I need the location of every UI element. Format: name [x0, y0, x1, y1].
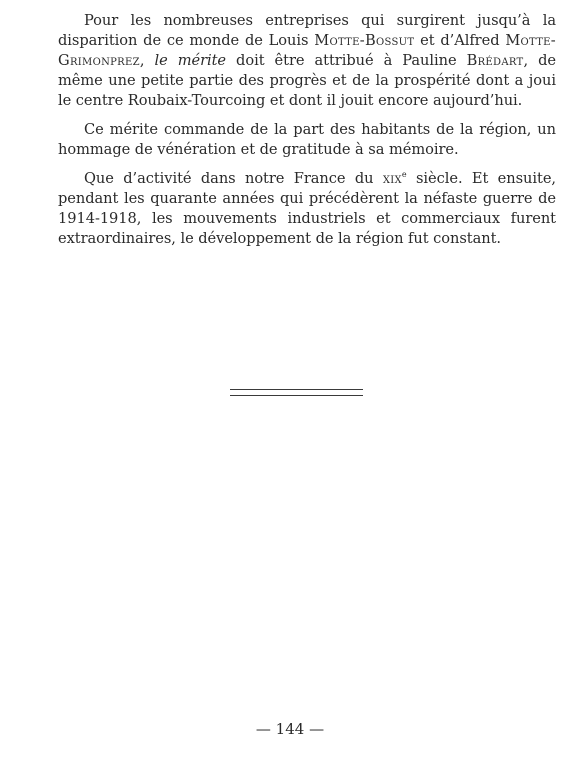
text-segment: Pour les nombreuses entreprises qui surgirent jusqu’à la disparition de ce monde de Louis: [58, 12, 556, 49]
paragraph-2: [58, 120, 556, 160]
name-bredart: Brédart: [466, 52, 524, 69]
name-motte-bossut: Motte-Bossut: [314, 32, 415, 49]
name-motte-grimonprez: Motte-Grimonprez: [58, 32, 557, 69]
text-segment: et d’Alfred: [414, 32, 506, 49]
paragraph-3: [58, 169, 556, 249]
text-segment: Que d’activité dans notre France du: [84, 170, 383, 187]
text-segment: siècle. Et ensuite, pendant les quarante années qui précédèrent la néfaste guerre de 1914-1918, les mouvements industriels et commerciaux furent extraordinaires, le développement de la région fut constant.: [58, 170, 557, 247]
century-numeral: xix: [382, 170, 402, 187]
body-text: [58, 11, 556, 258]
text-segment: , de même une petite partie des progrès et de la prospérité dont a joui le centre Roubaix-Tourcoing et dont il jouit encore aujourd’hui.: [58, 52, 556, 109]
section-divider: [230, 389, 363, 396]
paragraph-1: [58, 11, 556, 111]
ordinal-superscript: e: [401, 170, 407, 180]
text-segment: ,: [139, 52, 155, 69]
text-segment: doit être attribué à Pauline: [226, 52, 467, 69]
page-number: — 144 —: [255, 720, 325, 738]
text-segment: Ce mérite commande de la part des habitants de la région, un hommage de vénération et de gratitude à sa mémoire.: [58, 121, 556, 158]
emphasis-le-merite: le mérite: [154, 52, 227, 69]
